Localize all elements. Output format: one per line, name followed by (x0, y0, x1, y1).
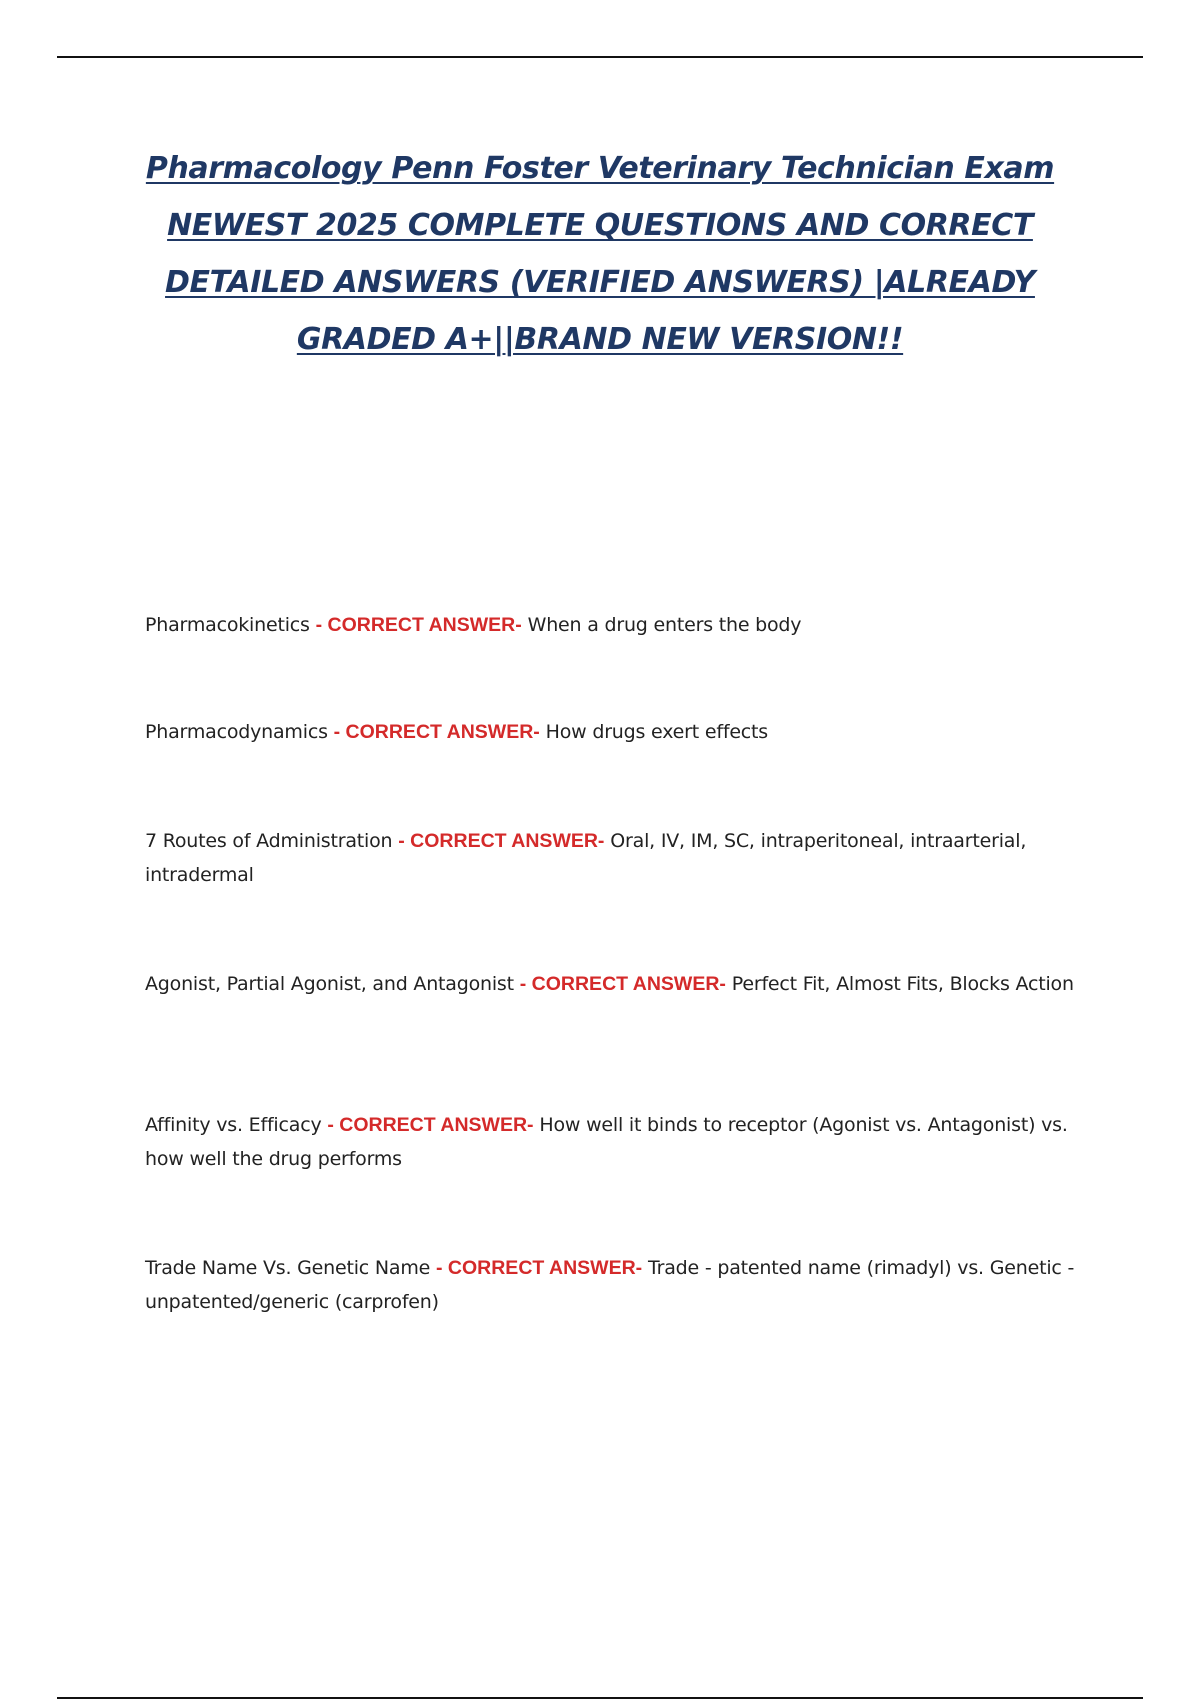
qa-item-agonist-antagonist (145, 967, 1080, 1001)
answer-text: How well it binds to receptor (Agonist vs. Antagonist) vs. how well the drug performs (145, 1114, 1068, 1170)
correct-answer-marker: - CORRECT ANSWER- (519, 973, 726, 995)
correct-answer-marker: - CORRECT ANSWER- (315, 614, 522, 636)
qa-item-trade-genetic-name (145, 1251, 1080, 1319)
qa-item-routes-of-administration (145, 824, 1080, 892)
question-text: Trade Name Vs. Genetic Name (145, 1257, 431, 1279)
qa-item-pharmacokinetics (145, 608, 1080, 642)
answer-text: Trade - patented name (rimadyl) vs. Genetic - unpatented/generic (carprofen) (145, 1257, 1075, 1313)
question-text: Agonist, Partial Agonist, and Antagonist (145, 973, 514, 995)
question-text: Pharmacodynamics (145, 721, 328, 743)
question-text: Affinity vs. Efficacy (145, 1114, 322, 1136)
question-text: Pharmacokinetics (145, 614, 310, 636)
top-rule (57, 56, 1143, 58)
correct-answer-marker: - CORRECT ANSWER- (398, 830, 605, 852)
qa-item-pharmacodynamics (145, 715, 1080, 749)
correct-answer-marker: - CORRECT ANSWER- (327, 1114, 534, 1136)
answer-text: Oral, IV, IM, SC, intraperitoneal, intraarterial, intradermal (145, 830, 1027, 886)
question-text: 7 Routes of Administration (145, 830, 393, 852)
correct-answer-marker: - CORRECT ANSWER- (333, 721, 540, 743)
bottom-rule (57, 1697, 1143, 1699)
answer-text: Perfect Fit, Almost Fits, Blocks Action (731, 973, 1074, 995)
answer-text: How drugs exert effects (545, 721, 769, 743)
answer-text: When a drug enters the body (527, 614, 802, 636)
correct-answer-marker: - CORRECT ANSWER- (435, 1257, 643, 1279)
qa-item-affinity-efficacy (145, 1108, 1080, 1176)
document-title: Pharmacology Penn Foster Veterinary Technician Exam NEWEST 2025 COMPLETE QUESTIONS AND CORRECT DETAILED ANSWERS (VERIFIED ANSWERS) |ALREADY GRADED A+||BRAND NEW VERSION!! (145, 151, 1055, 357)
